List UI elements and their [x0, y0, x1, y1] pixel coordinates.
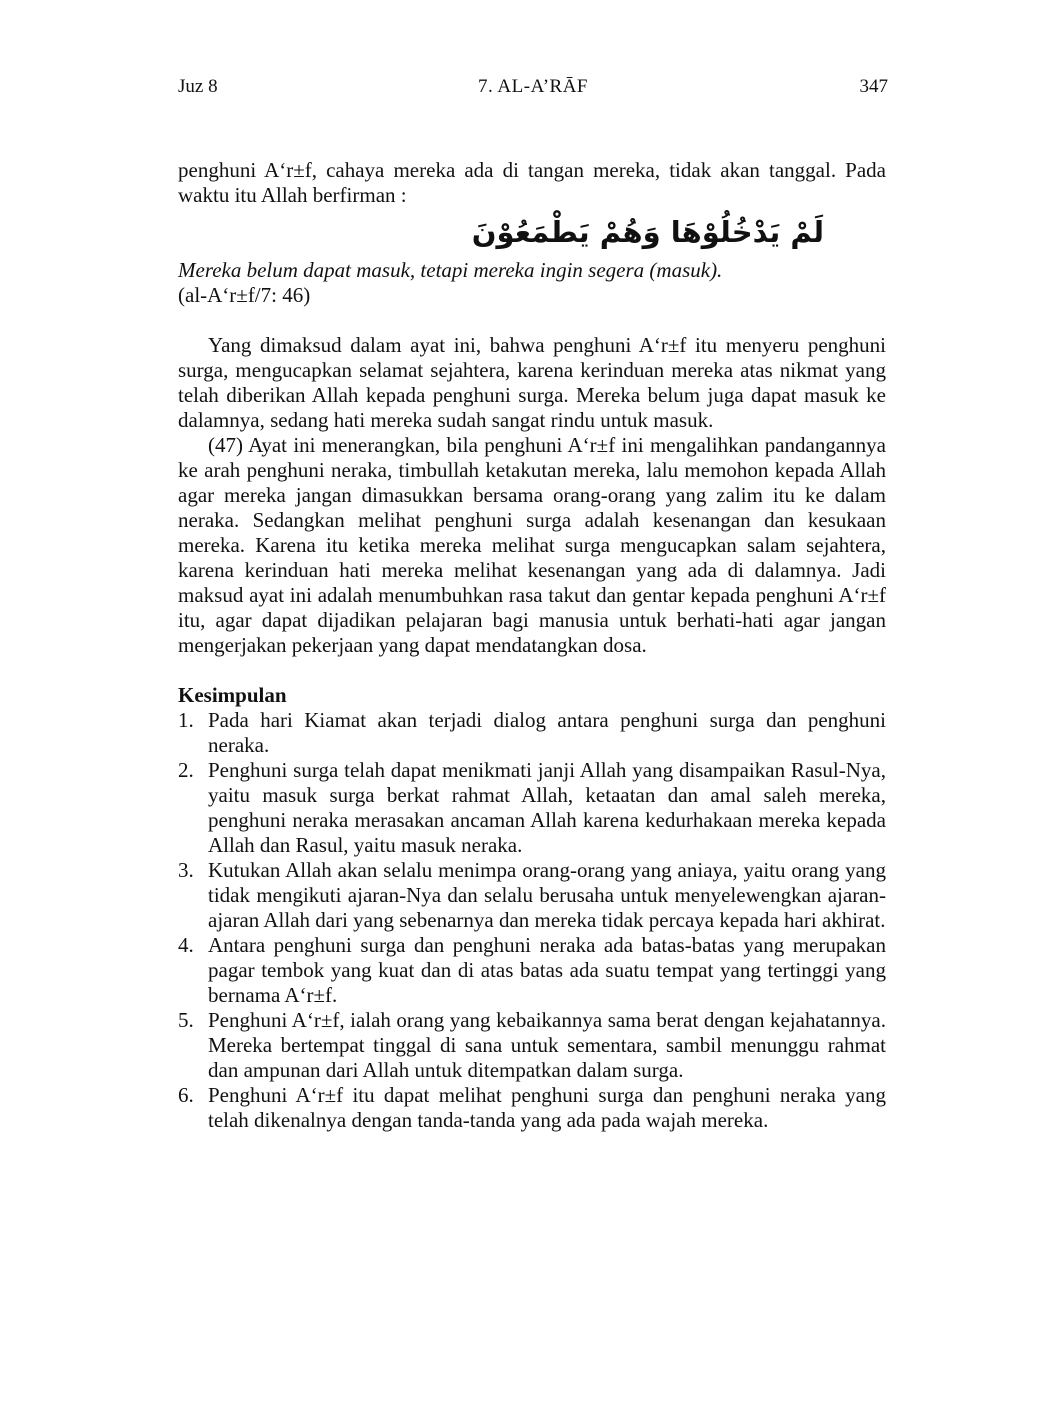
page-number: 347 [859, 76, 888, 97]
list-item [178, 933, 886, 1008]
list-item [178, 858, 886, 933]
juz-label: Juz 8 [178, 76, 218, 97]
item-number: 1. [178, 708, 194, 732]
item-text: Penghuni A‘r±f itu dapat melihat penghuni surga dan penghuni neraka yang telah dikenalnya dengan tanda-tanda yang ada pada wajah mereka. [208, 1083, 886, 1132]
item-number: 5. [178, 1008, 194, 1032]
verse-translation: Mereka belum dapat masuk, tetapi mereka ingin segera (masuk). [178, 258, 723, 282]
item-text: Kutukan Allah akan selalu menimpa orang-orang yang aniaya, yaitu orang yang tidak mengikuti ajaran-Nya dan selalu berusaha untuk menyelewengkan ajaran-ajaran Allah dari yang sebenarnya dan mereka tidak percaya kepada hari akhirat. [208, 858, 886, 932]
list-item [178, 708, 886, 758]
intro-paragraph: penghuni A‘r±f, cahaya mereka ada di tangan mereka, tidak akan tanggal. Pada waktu itu Allah berfirman : [178, 158, 886, 207]
item-number: 3. [178, 858, 194, 882]
item-text: Pada hari Kiamat akan terjadi dialog antara penghuni surga dan penghuni neraka. [208, 708, 886, 757]
item-text: Penghuni A‘r±f, ialah orang yang kebaikannya sama berat dengan kejahatannya. Mereka bertempat tinggal di sana untuk sementara, sambil menunggu rahmat dan ampunan dari Allah untuk ditempatkan dalam surga. [208, 1008, 886, 1082]
list-item [178, 1083, 886, 1133]
arabic-verse: لَمْ يَدْخُلُوْهَا وَهُمْ يَطْمَعُوْنَ [471, 215, 824, 249]
list-item [178, 758, 886, 858]
verse-reference: (al-A‘r±f/7: 46) [178, 283, 311, 307]
list-item [178, 1008, 886, 1083]
conclusion-heading: Kesimpulan [178, 683, 287, 707]
item-text: Antara penghuni surga dan penghuni neraka ada batas-batas yang merupakan pagar tembok yang kuat dan di atas batas ada suatu tempat yang tertinggi yang bernama A‘r±f. [208, 933, 886, 1007]
item-number: 4. [178, 933, 194, 957]
page-header [178, 76, 888, 102]
item-number: 6. [178, 1083, 194, 1107]
conclusion-list [178, 708, 886, 1133]
paragraph: Yang dimaksud dalam ayat ini, bahwa penghuni A‘r±f itu menyeru penghuni surga, mengucapkan selamat sejahtera, karena kerinduan mereka atas nikmat yang telah diberikan Allah kepada penghuni surga. Mereka belum juga dapat masuk ke dalamnya, sedang hati mereka sudah sangat rindu untuk masuk. [178, 333, 886, 432]
item-text: Penghuni surga telah dapat menikmati janji Allah yang disampaikan Rasul-Nya, yaitu masuk surga berkat rahmat Allah, ketaatan dan amal saleh mereka, penghuni neraka merasakan ancaman Allah karena kedurhakaan mereka kepada Allah dan Rasul, yaitu masuk neraka. [208, 758, 886, 857]
page-content [178, 158, 886, 1133]
item-number: 2. [178, 758, 194, 782]
surah-title: 7. AL-A’RĀF [477, 76, 588, 97]
paragraph: (47) Ayat ini menerangkan, bila penghuni A‘r±f ini mengalihkan pandangannya ke arah penghuni neraka, timbullah ketakutan mereka, lalu memohon kepada Allah agar mereka jangan dimasukkan bersama orang-orang yang zalim itu ke dalam neraka. Sedangkan melihat penghuni surga adalah kesenangan dan kesukaan mereka. Karena itu ketika mereka melihat surga mengucapkan salam sejahtera, karena kerinduan hati mereka melihat kesenangan yang ada di dalamnya. Jadi maksud ayat ini adalah menumbuhkan rasa takut dan gentar kepada penghuni A‘r±f itu, agar dapat dijadikan pelajaran bagi manusia untuk berhati-hati agar jangan mengerjakan pekerjaan yang dapat mendatangkan dosa. [178, 433, 886, 657]
